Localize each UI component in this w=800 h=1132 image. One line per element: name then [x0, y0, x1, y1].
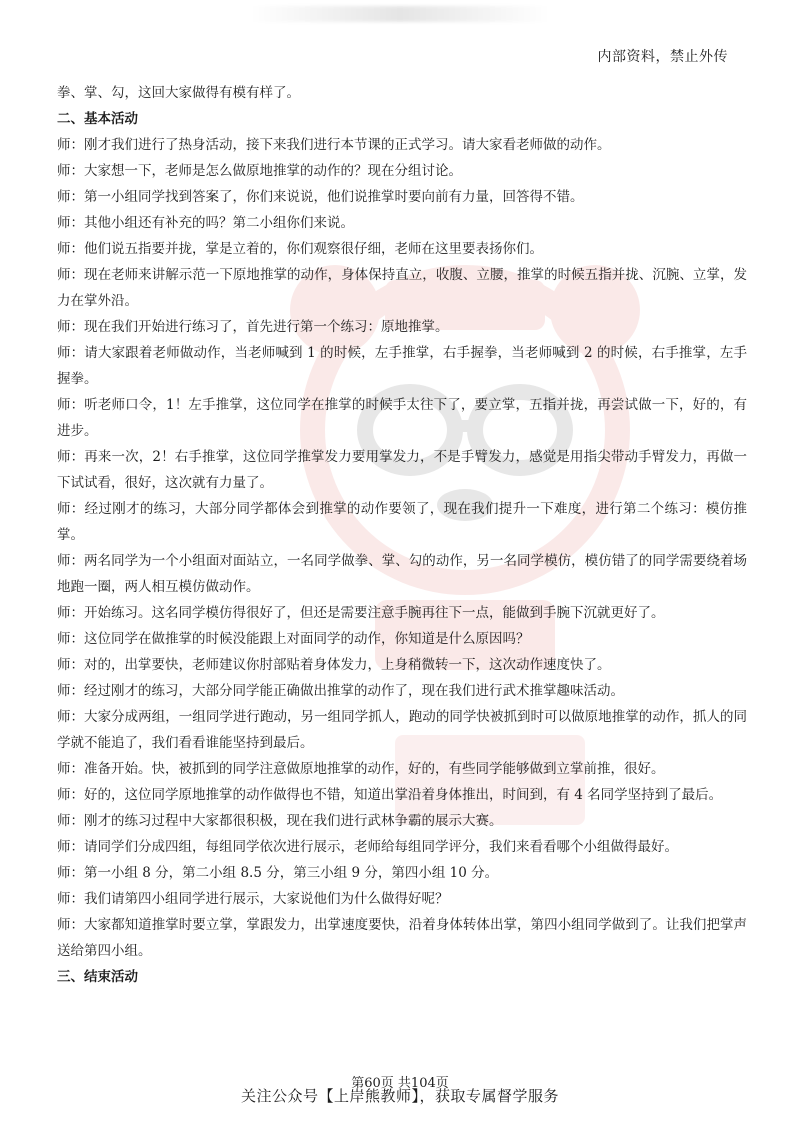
section-heading-closing-activity: 三、结束活动 — [57, 969, 138, 985]
paragraph: 师：他们说五指要并拢，掌是立着的，你们观察很仔细，老师在这里要表扬你们。 — [57, 241, 543, 257]
paragraph: 师：第一小组 8 分，第二小组 8.5 分，第三小组 9 分，第四小组 10 分。 — [57, 865, 499, 881]
paragraph: 师：经过刚才的练习，大部分同学能正确做出推掌的动作了，现在我们进行武术推掌趣味活动。 — [57, 683, 624, 699]
paragraph: 师：刚才的练习过程中大家都很积极，现在我们进行武林争霸的展示大赛。 — [57, 813, 503, 829]
paragraph: 师：大家都知道推掌时要立掌，掌跟发力，出掌速度要快，沿着身体转体出掌，第四小组同学做到了。让我们把掌声送给第四小组。 — [57, 917, 747, 959]
paragraph: 师：这位同学在做推掌的时候没能跟上对面同学的动作，你知道是什么原因吗？ — [57, 631, 530, 647]
paragraph: 师：对的，出掌要快，老师建议你肘部贴着身体发力，上身稍微转一下，这次动作速度快了。 — [57, 657, 611, 673]
paragraph: 师：刚才我们进行了热身活动，接下来我们进行本节课的正式学习。请大家看老师做的动作。 — [57, 137, 611, 153]
paragraph: 师：大家想一下，老师是怎么做原地推掌的动作的？现在分组讨论。 — [57, 163, 462, 179]
confidential-note: 内部资料，禁止外传 — [597, 49, 728, 65]
paragraph: 师：好的，这位同学原地推掌的动作做得也不错，知道出掌沿着身体推出，时间到，有 4 名同学坚持到了最后。 — [57, 787, 723, 803]
paragraph: 师：准备开始。快，被抓到的同学注意做原地推掌的动作，好的，有些同学能够做到立掌前推，很好。 — [57, 761, 665, 777]
paragraph: 师：再来一次，2！右手推掌，这位同学推掌发力要用掌发力，不是手臂发力，感觉是用指尖带动手臂发力，再做一下试试看，很好，这次就有力量了。 — [57, 449, 747, 491]
paragraph: 师：现在我们开始进行练习了，首先进行第一个练习：原地推掌。 — [57, 319, 449, 335]
paragraph: 师：开始练习。这名同学模仿得很好了，但还是需要注意手腕再往下一点，能做到手腕下沉就更好了。 — [57, 605, 665, 621]
section-heading-basic-activity: 二、基本活动 — [57, 111, 138, 127]
paragraph: 师：第一小组同学找到答案了，你们来说说，他们说推掌时要向前有力量，回答得不错。 — [57, 189, 584, 205]
document-body — [57, 80, 747, 990]
paragraph: 师：经过刚才的练习，大部分同学都体会到推掌的动作要领了，现在我们提升一下难度，进行第二个练习：模仿推掌。 — [57, 501, 747, 543]
paragraph: 师：其他小组还有补充的吗？第二小组你们来说。 — [57, 215, 354, 231]
paragraph: 师：请大家跟着老师做动作，当老师喊到 1 的时候，左手推掌，右手握拳，当老师喊到 2 的时候，右手推掌，左手握拳。 — [57, 345, 747, 387]
paragraph: 师：两名同学为一个小组面对面站立，一名同学做拳、掌、勾的动作，另一名同学模仿，模仿错了的同学需要绕着场地跑一圈，两人相互模仿做动作。 — [57, 553, 747, 595]
paragraph: 师：听老师口令，1！左手推掌，这位同学在推掌的时候手太往下了，要立掌，五指并拢，再尝试做一下，好的，有进步。 — [57, 397, 747, 439]
paragraph: 拳、掌、勾，这回大家做得有模有样了。 — [57, 85, 300, 101]
paragraph: 师：请同学们分成四组，每组同学依次进行展示，老师给每组同学评分，我们来看看哪个小组做得最好。 — [57, 839, 678, 855]
top-scan-blur — [250, 6, 550, 22]
page-number: 第60页 共104页 — [351, 1076, 449, 1091]
paragraph: 师：大家分成两组，一组同学进行跑动，另一组同学抓人，跑动的同学快被抓到时可以做原地推掌的动作，抓人的同学就不能追了，我们看看谁能坚持到最后。 — [57, 709, 747, 751]
paragraph: 师：现在老师来讲解示范一下原地推掌的动作，身体保持直立，收腹、立腰，推掌的时候五指并拢、沉腕、立掌，发力在掌外沿。 — [57, 267, 747, 309]
promo-text: 关注公众号【上岸熊教师】，获取专属督学服务 — [240, 1087, 559, 1105]
paragraph: 师：我们请第四小组同学进行展示，大家说他们为什么做得好呢？ — [57, 891, 449, 907]
